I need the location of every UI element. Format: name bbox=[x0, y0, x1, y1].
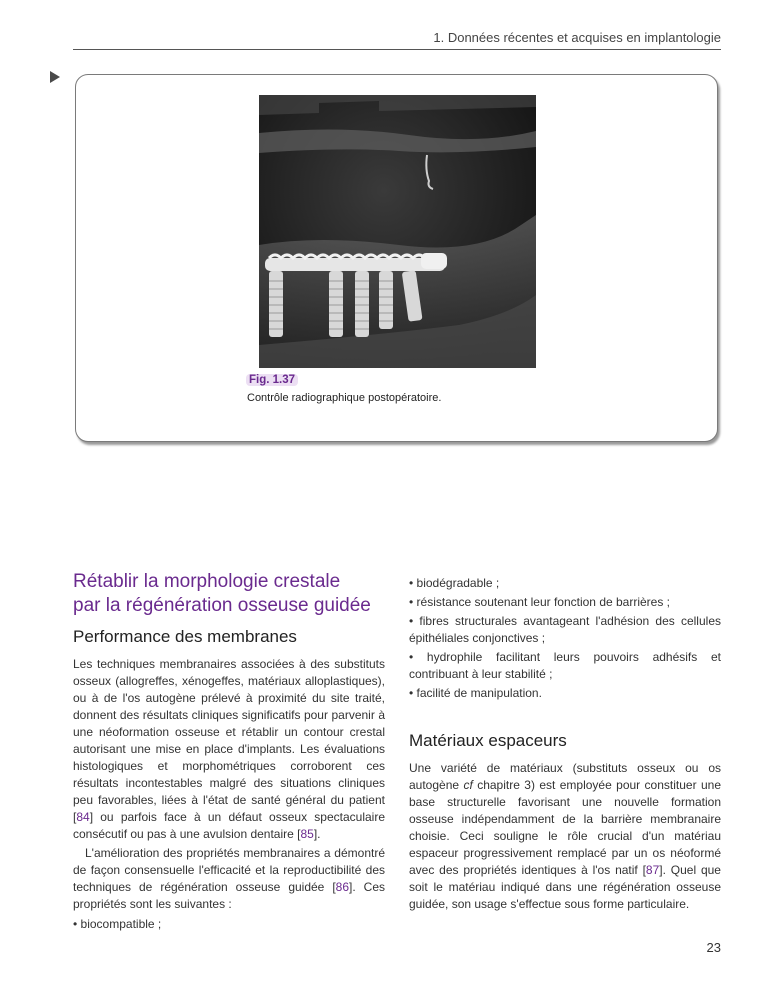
paragraph-membranes-2 bbox=[73, 845, 385, 913]
paragraph-spacers bbox=[409, 760, 721, 913]
text: ]. Ces propriétés sont les suivantes : bbox=[73, 880, 386, 911]
text: Les techniques membranaires associées à des substituts osseux (allogreffes, xénogeffes, matériaux alloplastiques), ou à de l'os autogène prélevé à proximité du site traité, donnent des résultats cliniques significatifs pour parvenir à une néoformation osseuse et rétablir un contour crestal autorisant une mise en place d'implants. Les évaluations histologiques et morphométriques corroborent ces résultats incontestables malgré des situations cliniques peu favorables, liées à l'état de santé général du patient [ bbox=[73, 657, 385, 824]
list-item: • biocompatible ; bbox=[73, 917, 162, 931]
figure-label: Fig. 1.37 bbox=[246, 374, 298, 386]
reference-link[interactable]: 86 bbox=[335, 880, 350, 894]
text: ]. Quel que soit le matériau indiqué dans une régénération osseuse guidée, son usage s'effectue sous forme particulaire. bbox=[409, 863, 721, 911]
italic-cf: cf bbox=[463, 778, 473, 792]
xray-illustration bbox=[259, 95, 536, 368]
section-title-line2: par la régénération osseuse guidée bbox=[73, 595, 371, 616]
list-item: • résistance soutenant leur fonction de barrières ; bbox=[409, 595, 671, 609]
reference-link[interactable]: 84 bbox=[76, 810, 90, 824]
subsection-title-spacers: Matériaux espaceurs bbox=[409, 731, 567, 750]
properties-list-start bbox=[73, 916, 385, 933]
page-number: 23 bbox=[706, 940, 721, 955]
section-title bbox=[73, 570, 385, 618]
paragraph-membranes-1 bbox=[73, 656, 385, 843]
list-item: • fibres structurales avantageant l'adhésion des cellules épithéliales conjonctives ; bbox=[409, 614, 721, 645]
reference-link[interactable]: 85 bbox=[300, 827, 314, 841]
text: chapitre 3) est employée pour constituer une base structurelle favorisant une nouvelle formation osseuse indépendamment de la barrière membranaire choisie. Ceci souligne le rôle crucial d'un matériau espaceur progressivement remplacé par un os néoformé avec des propriétés identiques à l'os natif [ bbox=[409, 778, 721, 877]
text: L'amélioration des propriétés membranaires a démontré de façon consensuelle l'efficacité et la reproductibilité des techniques de régénération osseuse guidée [ bbox=[73, 846, 385, 894]
subsection-title-membranes: Performance des membranes bbox=[73, 627, 297, 646]
text: Une variété de matériaux (substituts osseux ou os autogène bbox=[409, 761, 721, 792]
reference-link[interactable]: 87 bbox=[645, 863, 660, 877]
list-item: • facilité de manipulation. bbox=[409, 686, 542, 700]
text: ]. bbox=[313, 827, 321, 841]
section-title-line1: Rétablir la morphologie crestale bbox=[73, 571, 341, 592]
running-header: 1. Données récentes et acquises en implantologie bbox=[73, 30, 721, 50]
xray-image bbox=[259, 95, 536, 368]
figure-caption: Contrôle radiographique postopératoire. bbox=[247, 392, 442, 404]
side-arrow-icon bbox=[50, 71, 60, 83]
right-column bbox=[409, 575, 721, 913]
text: ] ou parfois face à un défaut osseux spectaculaire consécutif ou pas à une avulsion dentaire [ bbox=[73, 810, 385, 841]
list-item: • biodégradable ; bbox=[409, 576, 500, 590]
left-column bbox=[73, 570, 385, 935]
properties-list bbox=[409, 575, 721, 702]
list-item: • hydrophile facilitant leurs pouvoirs adhésifs et contribuant à leur stabilité ; bbox=[409, 650, 721, 681]
